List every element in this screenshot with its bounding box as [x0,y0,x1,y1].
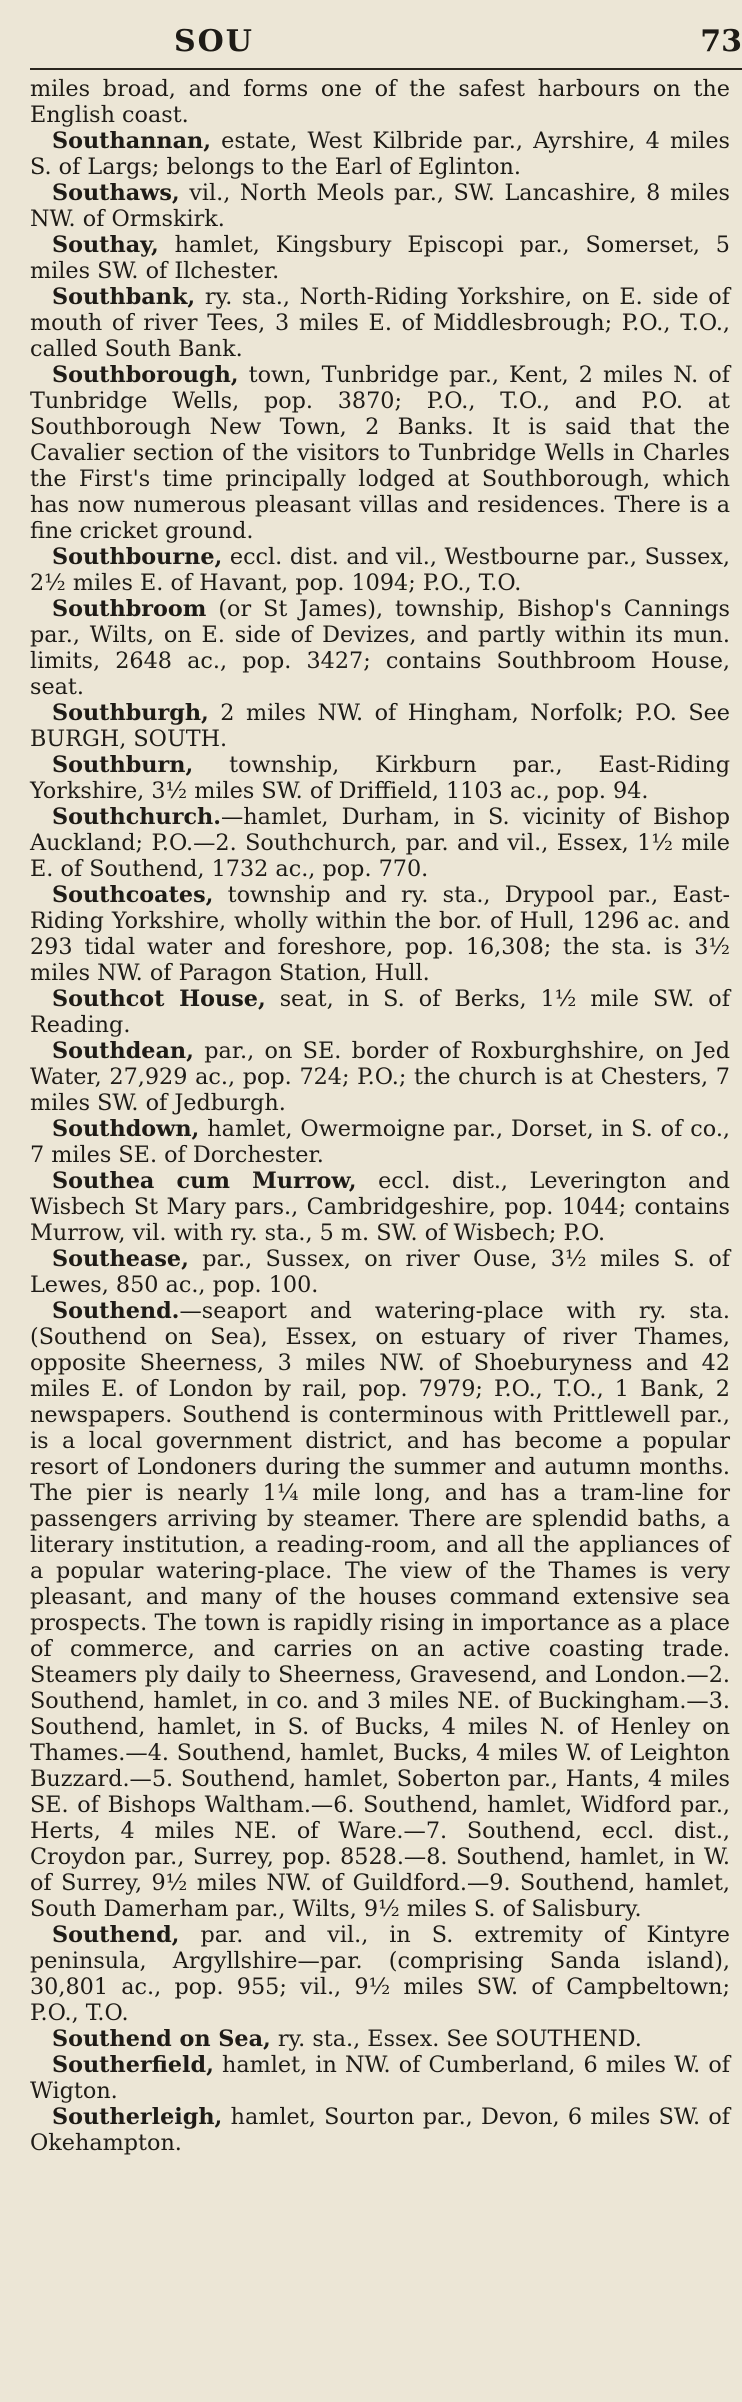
entry-headword: Southdown, [52,1116,200,1142]
page-header [30,0,742,72]
gazetteer-entry [30,180,730,232]
entry-text: (or St James), township, Bishop's Cannings par., Wilts, on E. side of Devizes, and partly within its mun. limits, 2648 ac., pop. 3427; contains Southbroom House, seat. [30,596,730,700]
header-rule [30,68,742,70]
gazetteer-entry [30,1038,730,1116]
entry-headword: Southend, [52,1922,180,1948]
gazetteer-entry [30,804,730,882]
entry-headword: Southerleigh, [52,2104,223,2130]
entry-text: township and ry. sta., Drypool par., East-Riding Yorkshire, wholly within the bor. of Hull, 1296 ac. and 293 tidal water and foreshore, pop. 16,308; the sta. is 3½ miles NW. of Paragon Station, Hull. [30,882,730,986]
entry-text: hamlet, Sourton par., Devon, 6 miles SW. of Okehampton. [30,2104,730,2156]
entry-text: ry. sta., North-Riding Yorkshire, on E. side of mouth of river Tees, 3 miles E. of Middlesbrough; P.O., T.O., called South Bank. [30,284,730,362]
entry-headword: Southcot House, [52,986,266,1012]
entry-headword: Southease, [52,1246,189,1272]
gazetteer-entry [30,2104,730,2156]
entry-headword: Southchurch. [52,804,221,830]
entry-headword: Southerfield, [52,2052,214,2078]
entry-text: township, Kirkburn par., East-Riding Yorkshire, 3½ miles SW. of Driffield, 1103 ac., pop. 94. [30,752,730,804]
entry-headword: Southaws, [52,180,180,206]
gazetteer-entry [30,596,730,700]
entry-headword: Southdean, [52,1038,194,1064]
entry-headword: Southend. [52,1298,180,1324]
entry-text: town, Tunbridge par., Kent, 2 miles N. of Tunbridge Wells, pop. 3870; P.O., T.O., and P.O. at Southborough New Town, 2 Banks. It is said that the Cavalier section of the visitors to Tunbridge Wells in Charles the First's time principally lodged at Southborough, which has now numerous pleasant villas and residences. There is a fine cricket ground. [30,362,730,544]
gazetteer-entry [30,128,730,180]
entry-text: —seaport and watering-place with ry. sta. (Southend on Sea), Essex, on estuary of river Thames, opposite Sheerness, 3 miles NW. of Shoeburyness and 42 miles E. of London by rail, pop. 7979; P.O., T.O., 1 Bank, 2 newspapers. Southend is conterminous with Prittlewell par., is a local government district, and has become a popular resort of Londoners during the summer and autumn months. The pier is nearly 1¼ mile long, and has a tram-line for passengers arriving by steamer. There are splendid baths, a literary institution, a reading-room, and all the appliances of a popular watering-place. The view of the Thames is very pleasant, and many of the houses command extensive sea prospects. The town is rapidly rising in importance as a place of commerce, and carries on an active coasting trade. Steamers ply daily to Sheerness, Gravesend, and London.—2. Southend, hamlet, in co. and 3 miles NE. of Buckingham.—3. Southend, hamlet, in S. of Bucks, 4 miles N. of Henley on Thames.—4. Southend, hamlet, Bucks, 4 miles W. of Leighton Buzzard.—5. Southend, hamlet, Soberton par., Hants, 4 miles SE. of Bishops Waltham.—6. Southend, hamlet, Widford par., Herts, 4 miles NE. of Ware.—7. Southend, eccl. dist., Croydon par., Surrey, pop. 8528.—8. Southend, hamlet, in W. of Surrey, 9½ miles NW. of Guildford.—9. Southend, hamlet, South Damerham par., Wilts, 9½ miles S. of Salisbury. [30,1298,730,1922]
entry-text: eccl. dist., Leverington and Wisbech St Mary pars., Cambridgeshire, pop. 1044; contains Murrow, vil. with ry. sta., 5 m. SW. of Wisbech; P.O. [30,1168,730,1246]
entry-headword: Southburn, [52,752,194,778]
entry-text: estate, West Kilbride par., Ayrshire, 4 miles S. of Largs; belongs to the Earl of Eglinton. [30,128,730,180]
entry-text: par. and vil., in S. extremity of Kintyre peninsula, Argyllshire—par. (comprising Sanda island), 30,801 ac., pop. 955; vil., 9½ miles SW. of Campbeltown; P.O., T.O. [30,1922,730,2026]
entry-headword: Southcoates, [52,882,214,908]
entry-headword: Southbank, [52,284,196,310]
gazetteer-entry [30,986,730,1038]
entry-text: hamlet, in NW. of Cumberland, 6 miles W. of Wigton. [30,2052,730,2104]
entry-headword: Southea cum Murrow, [52,1168,357,1194]
entry-text: ry. sta., Essex. See SOUTHEND. [270,2026,642,2052]
entry-text: eccl. dist. and vil., Westbourne par., Sussex, 2½ miles E. of Havant, pop. 1094; P.O., T.O. [30,544,730,596]
gazetteer-entries [30,76,730,2156]
entry-headword: Southend on Sea, [52,2026,271,2052]
entry-headword: Southannan, [52,128,211,154]
gazetteer-entry [30,1116,730,1168]
gazetteer-entry [30,1246,730,1298]
entry-text: hamlet, Kingsbury Episcopi par., Somerset, 5 miles SW. of Ilchester. [30,232,730,284]
page-number: 73 [700,24,742,59]
entry-text: —hamlet, Durham, in S. vicinity of Bishop Auckland; P.O.—2. Southchurch, par. and vil., Essex, 1½ mile E. of Southend, 1732 ac., pop. 770. [30,804,730,882]
gazetteer-entry [30,1922,730,2026]
entry-text: miles broad, and forms one of the safest harbours on the English coast. [30,76,730,128]
entry-text: par., Sussex, on river Ouse, 3½ miles S. of Lewes, 850 ac., pop. 100. [30,1246,730,1298]
gazetteer-entry [30,284,730,362]
entry-text: vil., North Meols par., SW. Lancashire, 8 miles NW. of Ormskirk. [30,180,730,232]
gazetteer-entry [30,232,730,284]
entry-headword: Southay, [52,232,159,258]
gazetteer-entry [30,1298,730,1922]
entry-text: seat, in S. of Berks, 1½ mile SW. of Reading. [30,986,730,1038]
gazetteer-entry [30,2026,730,2052]
entry-headword: Southbourne, [52,544,223,570]
gazetteer-entry [30,76,730,128]
entry-text: hamlet, Owermoigne par., Dorset, in S. of co., 7 miles SE. of Dorchester. [30,1116,730,1168]
entry-headword: Southbroom [52,596,207,622]
entry-text: 2 miles NW. of Hingham, Norfolk; P.O. See BURGH, SOUTH. [30,700,730,752]
running-head: SOU [174,24,254,59]
gazetteer-entry [30,2052,730,2104]
gazetteer-entry [30,544,730,596]
entry-text: par., on SE. border of Roxburghshire, on Jed Water, 27,929 ac., pop. 724; P.O.; the church is at Chesters, 7 miles SW. of Jedburgh. [30,1038,730,1116]
entry-headword: Southburgh, [52,700,209,726]
gazetteer-entry [30,1168,730,1246]
gazetteer-entry [30,362,730,544]
entry-headword: Southborough, [52,362,239,388]
gazetteer-entry [30,700,730,752]
gazetteer-entry [30,752,730,804]
gazetteer-entry [30,882,730,986]
